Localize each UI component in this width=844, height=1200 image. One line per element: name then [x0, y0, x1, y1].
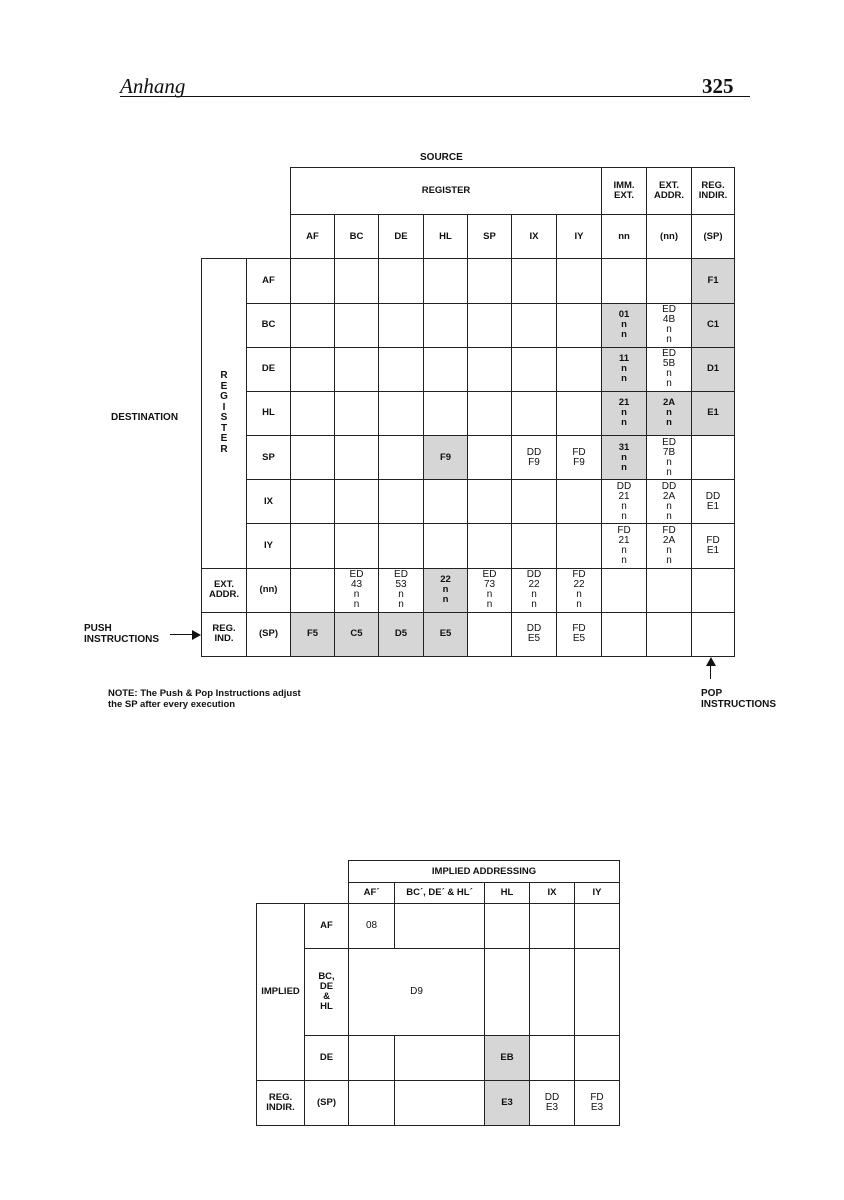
opcode-cell [647, 259, 692, 303]
opcode-cell [379, 303, 424, 347]
row-label: IX [247, 480, 291, 524]
opcode-cell [512, 347, 557, 391]
opcode-cell [335, 303, 379, 347]
col-header: IY [575, 883, 620, 904]
opcode-cell-pop: E1 [692, 391, 735, 435]
opcode-cell [602, 259, 647, 303]
opcode-cell: D9 [349, 949, 485, 1036]
row-label: AF [247, 259, 291, 303]
opcode-cell [424, 480, 468, 524]
opcode-cell [512, 303, 557, 347]
row-label: (SP) [305, 1081, 349, 1126]
opcode-cell [468, 391, 512, 435]
opcode-cell [291, 391, 335, 435]
row-label: DE [305, 1036, 349, 1081]
opcode-cell: F9 [424, 436, 468, 480]
opcode-cell: FD E3 [575, 1081, 620, 1126]
col-header: nn [602, 215, 647, 259]
push-arrow-icon [192, 630, 201, 640]
opcode-cell [395, 1081, 485, 1126]
load-instruction-table [201, 167, 735, 657]
col-header: BC´, DE´ & HL´ [395, 883, 485, 904]
empty-cell [530, 904, 575, 949]
empty-cell [395, 904, 485, 949]
opcode-cell: FD 2A n n [647, 524, 692, 568]
opcode-cell [379, 524, 424, 568]
opcode-cell: ED 53 n n [379, 568, 424, 612]
opcode-cell: 21 n n [602, 391, 647, 435]
opcode-cell [335, 524, 379, 568]
row-label: (SP) [247, 612, 291, 656]
opcode-cell [379, 391, 424, 435]
col-header: HL [485, 883, 530, 904]
running-header-title: Anhang [120, 74, 186, 98]
opcode-cell [335, 480, 379, 524]
col-header: IX [530, 883, 575, 904]
opcode-cell [424, 303, 468, 347]
opcode-cell [468, 612, 512, 656]
opcode-cell [557, 480, 602, 524]
opcode-cell [349, 1081, 395, 1126]
reg-indir-group-label: REG. INDIR. [257, 1081, 305, 1126]
opcode-cell [291, 568, 335, 612]
col-header: IY [557, 215, 602, 259]
opcode-cell [468, 480, 512, 524]
opcode-cell [692, 568, 735, 612]
row-label: HL [247, 391, 291, 435]
opcode-cell [602, 612, 647, 656]
register-group-header: REGISTER [291, 168, 602, 215]
opcode-cell [379, 436, 424, 480]
opcode-cell [291, 259, 335, 303]
empty-cell [485, 949, 530, 1036]
empty-cell [575, 904, 620, 949]
opcode-cell: ED 43 n n [335, 568, 379, 612]
col-header: AF [291, 215, 335, 259]
opcode-cell: ED 7B n n [647, 436, 692, 480]
opcode-cell: EB [485, 1036, 530, 1081]
opcode-cell [557, 259, 602, 303]
opcode-cell [291, 303, 335, 347]
opcode-cell-push: E5 [424, 612, 468, 656]
opcode-cell [468, 303, 512, 347]
empty-cell [530, 949, 575, 1036]
opcode-cell [468, 436, 512, 480]
opcode-cell [647, 612, 692, 656]
opcode-cell: DD E1 [692, 480, 735, 524]
opcode-cell: 01 n n [602, 303, 647, 347]
opcode-cell [379, 480, 424, 524]
opcode-cell [335, 436, 379, 480]
opcode-cell [379, 259, 424, 303]
pop-arrow-line [710, 665, 711, 679]
opcode-cell: ED 5B n n [647, 347, 692, 391]
opcode-cell [291, 480, 335, 524]
empty-cell [395, 1036, 485, 1081]
opcode-cell: ED 73 n n [468, 568, 512, 612]
opcode-cell [424, 259, 468, 303]
opcode-cell [557, 303, 602, 347]
row-label: BC, DE & HL [305, 949, 349, 1036]
col-header: DE [379, 215, 424, 259]
opcode-cell [602, 568, 647, 612]
opcode-cell: 11 n n [602, 347, 647, 391]
push-arrow-line [170, 634, 194, 635]
col-header: HL [424, 215, 468, 259]
opcode-cell-push: F5 [291, 612, 335, 656]
opcode-cell [468, 259, 512, 303]
opcode-cell [379, 347, 424, 391]
implied-addressing-title: IMPLIED ADDRESSING [349, 861, 620, 883]
opcode-cell [512, 259, 557, 303]
col-header: (SP) [692, 215, 735, 259]
opcode-cell [468, 347, 512, 391]
opcode-cell: FD E1 [692, 524, 735, 568]
opcode-cell [335, 259, 379, 303]
footnote: NOTE: The Push & Pop Instructions adjust the SP after every execution [108, 688, 301, 710]
opcode-cell [692, 436, 735, 480]
push-instructions-label: PUSH INSTRUCTIONS [84, 623, 159, 645]
register-vertical-label: R E G I S T E R [202, 259, 247, 568]
opcode-cell [335, 347, 379, 391]
opcode-cell: 31 n n [602, 436, 647, 480]
col-header: IX [512, 215, 557, 259]
opcode-cell [424, 347, 468, 391]
header-rule [120, 96, 750, 97]
pop-arrow-icon [706, 657, 716, 666]
opcode-cell [512, 524, 557, 568]
opcode-cell: E3 [485, 1081, 530, 1126]
opcode-cell [291, 436, 335, 480]
opcode-cell: 08 [349, 904, 395, 949]
opcode-cell [291, 524, 335, 568]
empty-cell [530, 1036, 575, 1081]
opcode-cell: DD E5 [512, 612, 557, 656]
row-label: DE [247, 347, 291, 391]
opcode-cell-push: D5 [379, 612, 424, 656]
ext-addr-group-label: EXT. ADDR. [202, 568, 247, 612]
pop-instructions-label: POP INSTRUCTIONS [701, 688, 776, 710]
col-header: (nn) [647, 215, 692, 259]
opcode-cell: FD 22 n n [557, 568, 602, 612]
page-number: 325 [702, 74, 734, 98]
opcode-cell [557, 524, 602, 568]
opcode-cell: DD E3 [530, 1081, 575, 1126]
opcode-cell-push: C5 [335, 612, 379, 656]
col-header: AF´ [349, 883, 395, 904]
empty-cell [575, 949, 620, 1036]
opcode-cell: 22 n n [424, 568, 468, 612]
opcode-cell [512, 391, 557, 435]
opcode-cell: DD 2A n n [647, 480, 692, 524]
empty-cell [485, 904, 530, 949]
row-label: (nn) [247, 568, 291, 612]
opcode-cell: FD 21 n n [602, 524, 647, 568]
reg-indir-header: REG. INDIR. [692, 168, 735, 215]
col-header: SP [468, 215, 512, 259]
row-label: BC [247, 303, 291, 347]
row-label: IY [247, 524, 291, 568]
opcode-cell [424, 524, 468, 568]
opcode-cell [291, 347, 335, 391]
opcode-cell [692, 612, 735, 656]
ext-addr-header: EXT. ADDR. [647, 168, 692, 215]
opcode-cell-pop: F1 [692, 259, 735, 303]
opcode-cell: ED 4B n n [647, 303, 692, 347]
opcode-cell [647, 568, 692, 612]
opcode-cell [512, 480, 557, 524]
opcode-cell: FD E5 [557, 612, 602, 656]
opcode-cell: 2A n n [647, 391, 692, 435]
opcode-cell: DD F9 [512, 436, 557, 480]
source-label: SOURCE [420, 152, 463, 163]
opcode-cell [335, 391, 379, 435]
empty-cell [575, 1036, 620, 1081]
row-label: AF [305, 904, 349, 949]
opcode-cell: DD 22 n n [512, 568, 557, 612]
implied-addressing-table [256, 860, 620, 1126]
opcode-cell: FD F9 [557, 436, 602, 480]
opcode-cell: DD 21 n n [602, 480, 647, 524]
opcode-cell-pop: D1 [692, 347, 735, 391]
opcode-cell [468, 524, 512, 568]
empty-cell [349, 1036, 395, 1081]
imm-ext-header: IMM. EXT. [602, 168, 647, 215]
opcode-cell [557, 347, 602, 391]
col-header: BC [335, 215, 379, 259]
destination-label: DESTINATION [111, 412, 179, 423]
opcode-cell-pop: C1 [692, 303, 735, 347]
opcode-cell [557, 391, 602, 435]
row-label: SP [247, 436, 291, 480]
implied-label: IMPLIED [257, 904, 305, 1081]
reg-ind-group-label: REG. IND. [202, 612, 247, 656]
opcode-cell [424, 391, 468, 435]
